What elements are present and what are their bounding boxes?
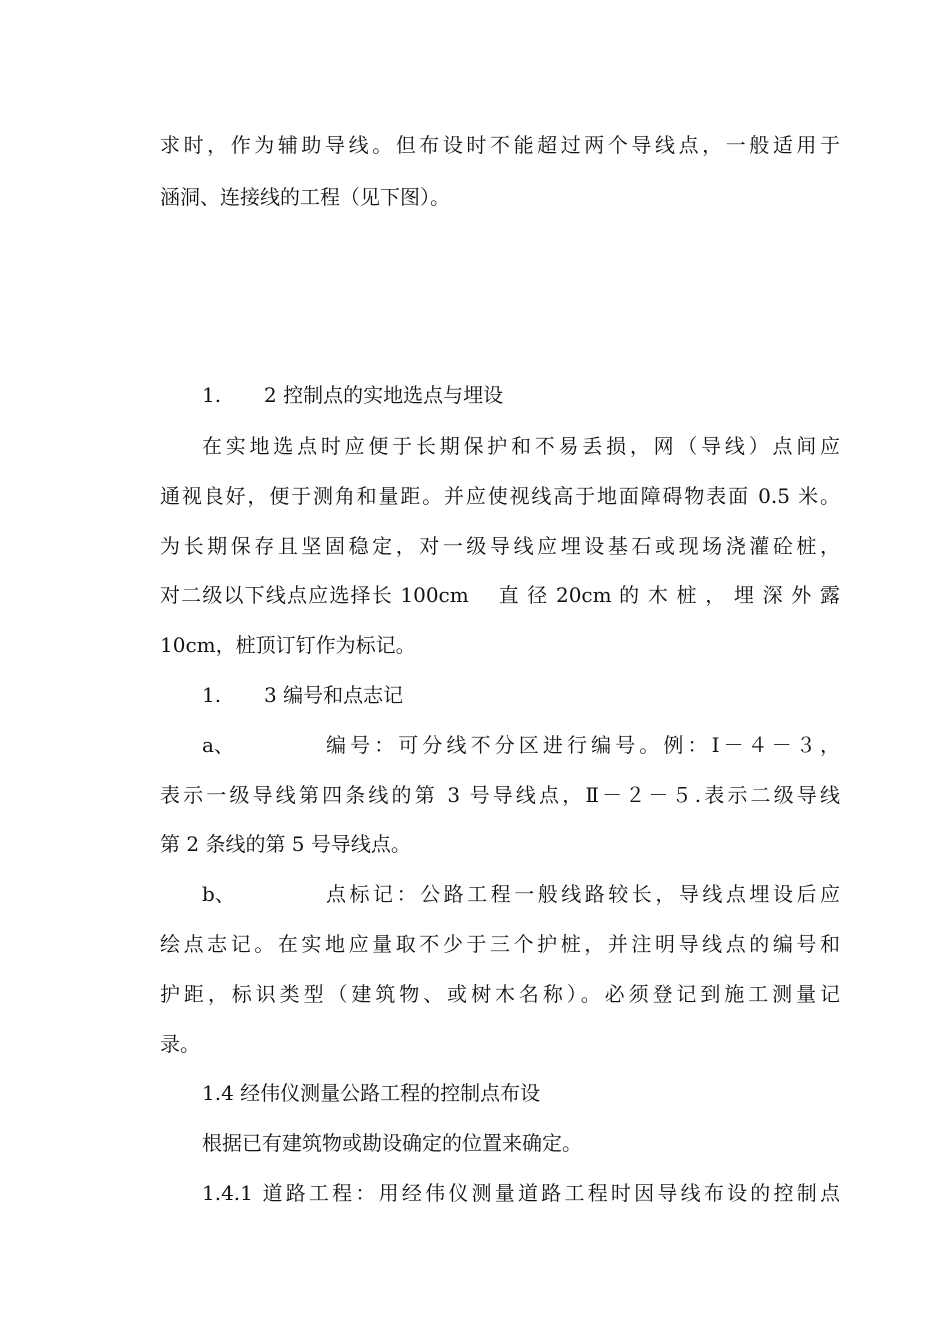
paragraph-line: 涵洞、连接线的工程（见下图）。	[160, 185, 450, 209]
paragraph-line: 第 2 条线的第 5 号导线点。	[160, 832, 411, 856]
section-number: 1.	[202, 383, 222, 407]
list-item-label: a、	[202, 733, 234, 757]
paragraph-line: 通视良好，便于测角和量距。并应使视线高于地面障碍物表面 0.5 米。	[160, 484, 840, 508]
list-item-text: 编号：可分线不分区进行编号。例：Ⅰ－４－３，	[326, 733, 840, 757]
paragraph-line: 对二级以下线点应选择长 100cm 直 径 20cm 的 木 桩 ， 埋 深 外 露	[160, 583, 840, 607]
paragraph-line: 10cm，桩顶订钉作为标记。	[160, 633, 416, 657]
paragraph-line: 表示一级导线第四条线的第 3 号导线点，Ⅱ－２－５.表示二级导线	[160, 783, 840, 807]
list-item-text: 点标记：公路工程一般线路较长，导线点埋设后应	[326, 882, 840, 906]
paragraph-line: 求时，作为辅助导线。但布设时不能超过两个导线点，一般适用于	[160, 133, 840, 157]
paragraph-line: 在实地选点时应便于长期保护和不易丢损，网（导线）点间应	[202, 434, 840, 458]
paragraph-line: 护距，标识类型（建筑物、或树木名称）。必须登记到施工测量记	[160, 982, 840, 1006]
paragraph-line: 绘点志记。在实地应量取不少于三个护桩，并注明导线点的编号和	[160, 932, 840, 956]
section-heading: 3 编号和点志记	[264, 683, 404, 707]
section-heading: 1.4 经伟仪测量公路工程的控制点布设	[202, 1081, 541, 1105]
paragraph-line: 为长期保存且坚固稳定，对一级导线应埋设基石或现场浇灌砼桩，	[160, 534, 840, 558]
section-number: 1.	[202, 683, 222, 707]
paragraph-line: 录。	[160, 1032, 200, 1056]
list-item-label: b、	[202, 882, 235, 906]
paragraph-line: 根据已有建筑物或勘设确定的位置来确定。	[202, 1131, 582, 1155]
section-heading: 2 控制点的实地选点与埋设	[264, 383, 504, 407]
paragraph-line: 1.4.1 道路工程：用经伟仪测量道路工程时因导线布设的控制点	[202, 1181, 840, 1205]
